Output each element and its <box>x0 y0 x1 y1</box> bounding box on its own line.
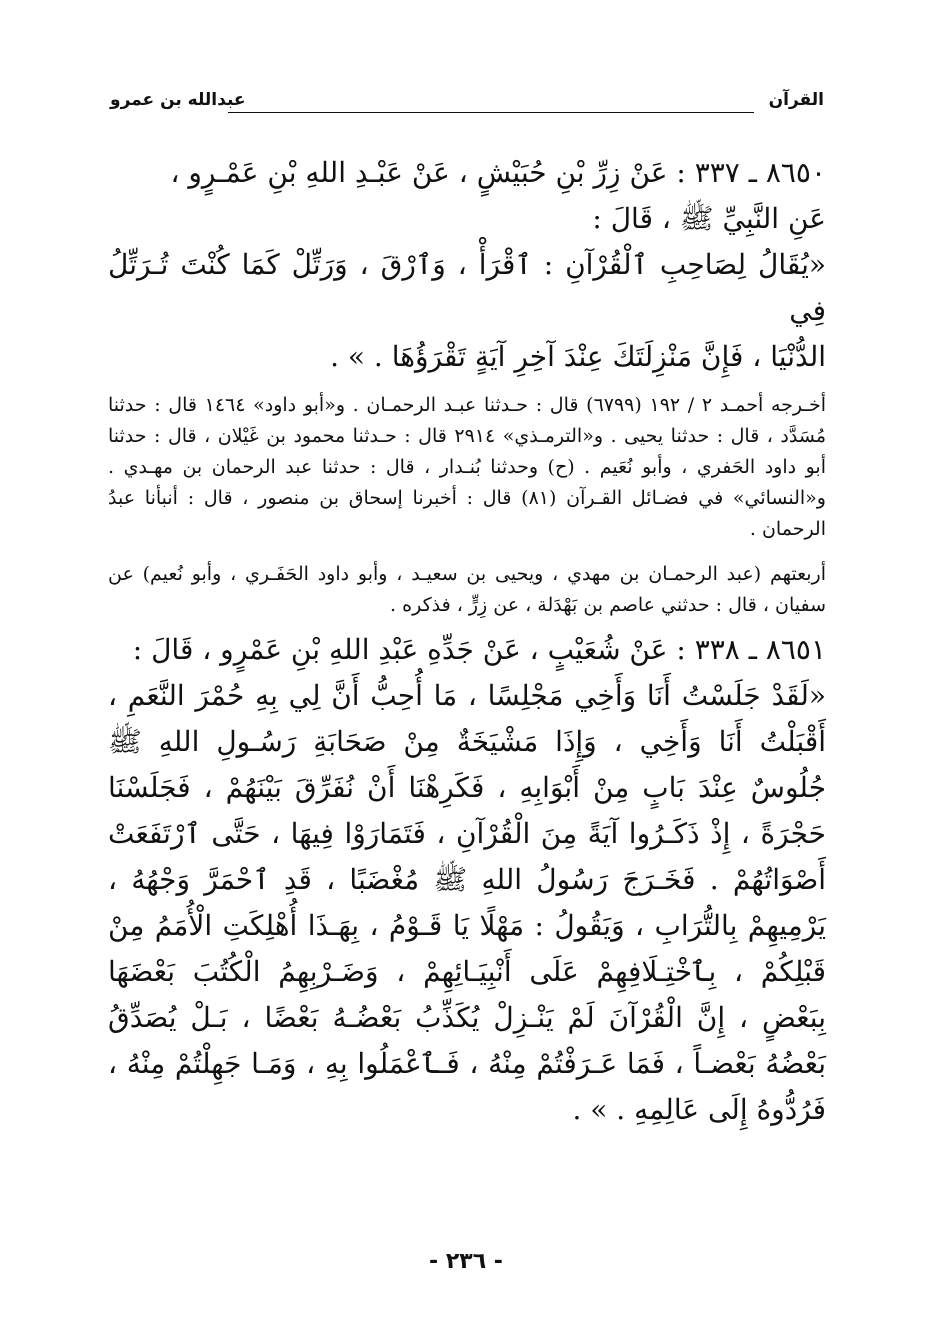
page-content <box>108 150 826 1133</box>
takhrij-paragraph-2: أربعتهم (عبد الرحمـان بن مهدي ، ويحيى بن سعيـد ، وأبو داود الحَفَـري ، وأبو نُعيم) عن سفيان ، قال : حدثني عاصم بن بَهْدَلة ، عن زِرٍّ ، فذكره . <box>108 563 826 616</box>
hadith-2-text: «لَقَدْ جَلَسْتُ أَنَا وَأَخِي مَجْلِسًا ، مَا أُحِبُّ أَنَّ لِي بِهِ حُمْرَ النَّعَمِ ، أَقْبَلْتُ أَنَا وَأَخِي ، وَإِذَا مَشْيَخَةٌ مِنْ صَحَابَةِ رَسُـولِ اللهِ ﷺ جُلُوسٌ عِنْدَ بَابٍ مِنْ أَبْوَابِهِ ، فَكَرِهْنَا أَنْ نُفَرِّقَ بَيْنَهُمْ ، فَجَلَسْنَا حَجْرَةً ، إِذْ ذَكَـرُوا آيَةً مِنَ الْقُرْآنِ ، فَتَمَارَوْا فِيهَا ، حَتَّى ٱرْتَفَعَتْ أَصْوَاتُهُمْ . فَخَـرَجَ رَسُولُ اللهِ ﷺ مُغْضَبًا ، قَدِ ٱحْمَرَّ وَجْهُهُ ، يَرْمِيهِمْ بِالتُّرَابِ ، وَيَقُولُ : مَهْلًا يَا قَـوْمُ ، بِهَـذَا أُهْلِكَتِ الْأُمَمُ مِنْ قَبْلِكُمْ ، بِٱخْتِـلَافِهِمْ عَلَى أَنْبِيَـائِهِمْ ، وَضَـرْبِهِمُ الْكُتُبَ بَعْضَهَا بِبَعْضٍ ، إِنَّ الْقُرْآنَ لَمْ يَنْـزِلْ يُكَذِّبُ بَعْضُـهُ بَعْضًا ، بَـلْ يُصَدِّقُ بَعْضُهُ بَعْضـاً ، فَمَا عَـرَفْتُمْ مِنْهُ ، فَـٱعْمَلُوا بِهِ ، وَمَـا جَهِلْتُمْ مِنْهُ ، فَرُدُّوهُ إِلَى عَالِمِهِ . » . <box>108 679 826 1126</box>
hadith-2-isnad: ٨٦٥١ ـ ٣٣٨ : عَنْ شُعَيْبٍ ، عَنْ جَدِّهِ عَبْدِ اللهِ بْنِ عَمْرٍو ، قَالَ : <box>132 633 826 666</box>
hadith-1-isnad-line-1: ٨٦٥٠ ـ ٣٣٧ : عَنْ زِرِّ بْنِ حُبَيْشٍ ، عَنْ عَبْـدِ اللهِ بْنِ عَمْـرٍو ، <box>170 156 826 189</box>
header-rule <box>228 112 754 113</box>
page-number: - ٢٣٦ - <box>429 1249 503 1274</box>
running-header <box>110 90 824 120</box>
takhrij-paragraph-1: أخـرجه أحمـد ٢ / ١٩٢ (٦٧٩٩) قال : حـدثنا عبـد الرحمـان . و«أبو داود» ١٤٦٤ قال : حدثنا مُسَدَّد ، قال : حدثنا يحيى . و«الترمـذي» ٢٩١٤ قال : حـدثنا محمود بن غَيْلان ، قال : حدثنا أبو داود الحَفري ، وأبو نُعَيم . (ح) وحدثنا بُنـدار ، قال : حدثنا عبد الرحمان بن مهـدي . و«النسائي» في فضـائل القـرآن (٨١) قال : أخبرنا إسحاق بن منصور ، قال : أنبأنا عبدُ الرحمان . <box>108 394 826 540</box>
paragraph-gap <box>108 545 826 559</box>
header-narrator-title: عبدالله بن عمرو <box>110 90 246 110</box>
header-section-title: القرآن <box>768 90 824 110</box>
hadith-1-text-line-2: الدُّنْيَا ، فَإِنَّ مَنْزِلَتَكَ عِنْدَ آخِرِ آيَةٍ تَقْرَؤُهَا . » . <box>330 340 826 373</box>
hadith-1-text-line-1: «يُقَالُ لِصَاحِبِ ٱلْقُرْآنِ : ٱقْرَأْ ، وَٱرْقَ ، وَرَتِّلْ كَمَا كُنْتَ تُـرَتِّلُ فِي <box>108 248 826 327</box>
hadith-1-isnad-line-2: عَنِ النَّبِيِّ ﷺ ، قَالَ : <box>592 202 826 235</box>
